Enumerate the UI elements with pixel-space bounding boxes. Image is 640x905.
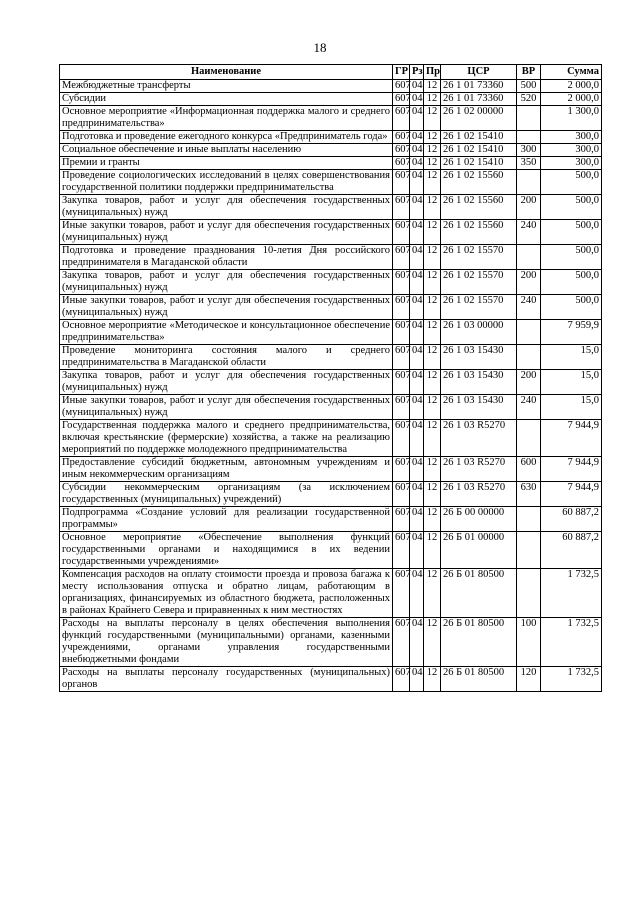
- row-gr: 607: [393, 106, 410, 131]
- row-gr: 607: [393, 170, 410, 195]
- row-vr: 630: [517, 482, 541, 507]
- row-gr: 607: [393, 270, 410, 295]
- row-sum: 60 887,2: [541, 532, 602, 569]
- row-name: Иные закупки товаров, работ и услуг для обеспечения государственных (муниципальных) нужд: [60, 395, 393, 420]
- row-vr: 120: [517, 667, 541, 692]
- row-sum: 15,0: [541, 345, 602, 370]
- table-header-row: [60, 65, 602, 80]
- row-vr: [517, 106, 541, 131]
- row-rz: 04: [410, 245, 424, 270]
- row-gr: 607: [393, 93, 410, 106]
- table-row: [60, 667, 602, 692]
- row-name: Основное мероприятие «Информационная поддержка малого и среднего предпринимательства»: [60, 106, 393, 131]
- row-sum: 300,0: [541, 157, 602, 170]
- row-vr: 200: [517, 270, 541, 295]
- row-pr: 12: [424, 618, 441, 667]
- row-gr: 607: [393, 395, 410, 420]
- table-row: [60, 457, 602, 482]
- table-row: [60, 106, 602, 131]
- row-csr: 26 1 03 00000: [441, 320, 517, 345]
- row-rz: 04: [410, 457, 424, 482]
- row-name: Закупка товаров, работ и услуг для обеспечения государственных (муниципальных) нужд: [60, 270, 393, 295]
- row-name: Подготовка и проведение празднования 10-летия Дня российского предпринимателя в Магаданской области: [60, 245, 393, 270]
- row-pr: 12: [424, 532, 441, 569]
- row-gr: 607: [393, 482, 410, 507]
- row-pr: 12: [424, 345, 441, 370]
- row-csr: 26 1 03 15430: [441, 395, 517, 420]
- row-gr: 607: [393, 532, 410, 569]
- row-gr: 607: [393, 420, 410, 457]
- table-row: [60, 532, 602, 569]
- row-csr: 26 1 03 R5270: [441, 457, 517, 482]
- row-rz: 04: [410, 170, 424, 195]
- row-vr: 520: [517, 93, 541, 106]
- page-number: 18: [313, 40, 327, 55]
- table-row: [60, 320, 602, 345]
- row-sum: 2 000,0: [541, 93, 602, 106]
- row-pr: 12: [424, 667, 441, 692]
- row-sum: 500,0: [541, 270, 602, 295]
- row-sum: 1 732,5: [541, 667, 602, 692]
- row-sum: 300,0: [541, 131, 602, 144]
- row-gr: 607: [393, 667, 410, 692]
- row-pr: 12: [424, 270, 441, 295]
- row-gr: 607: [393, 370, 410, 395]
- row-gr: 607: [393, 618, 410, 667]
- row-vr: 240: [517, 395, 541, 420]
- row-csr: 26 1 02 15410: [441, 157, 517, 170]
- row-csr: 26 1 02 15570: [441, 245, 517, 270]
- table-row: [60, 345, 602, 370]
- row-gr: 607: [393, 195, 410, 220]
- row-sum: 2 000,0: [541, 80, 602, 93]
- table-row: [60, 93, 602, 106]
- row-gr: 607: [393, 80, 410, 93]
- row-name: Закупка товаров, работ и услуг для обеспечения государственных (муниципальных) нужд: [60, 195, 393, 220]
- row-csr: 26 1 02 00000: [441, 106, 517, 131]
- row-rz: 04: [410, 420, 424, 457]
- row-csr: 26 1 02 15570: [441, 270, 517, 295]
- row-pr: 12: [424, 144, 441, 157]
- table-row: [60, 507, 602, 532]
- row-name: Субсидии: [60, 93, 393, 106]
- row-pr: 12: [424, 170, 441, 195]
- row-vr: [517, 131, 541, 144]
- row-name: Предоставление субсидий бюджетным, автономным учреждениям и иным некоммерческим организациям: [60, 457, 393, 482]
- row-gr: 607: [393, 245, 410, 270]
- row-name: Социальное обеспечение и иные выплаты населению: [60, 144, 393, 157]
- row-vr: 200: [517, 195, 541, 220]
- row-csr: 26 1 03 15430: [441, 370, 517, 395]
- row-rz: 04: [410, 532, 424, 569]
- row-vr: [517, 532, 541, 569]
- row-rz: 04: [410, 320, 424, 345]
- row-rz: 04: [410, 131, 424, 144]
- row-csr: 26 Б 01 00000: [441, 532, 517, 569]
- row-sum: 15,0: [541, 395, 602, 420]
- row-sum: 300,0: [541, 144, 602, 157]
- row-name: Расходы на выплаты персоналу государственных (муниципальных) органов: [60, 667, 393, 692]
- row-csr: 26 Б 01 80500: [441, 569, 517, 618]
- row-csr: 26 1 02 15560: [441, 170, 517, 195]
- row-csr: 26 1 02 15410: [441, 131, 517, 144]
- header-sum: Сумма: [541, 65, 602, 80]
- row-csr: 26 1 03 15430: [441, 345, 517, 370]
- row-csr: 26 1 02 15410: [441, 144, 517, 157]
- row-sum: 60 887,2: [541, 507, 602, 532]
- row-name: Государственная поддержка малого и среднего предпринимательства, включая крестьянские (фермерские) хозяйства, а также на реализацию мероприятий по поддержке молодежного предпринимательства: [60, 420, 393, 457]
- table-row: [60, 618, 602, 667]
- row-gr: 607: [393, 295, 410, 320]
- table-row: [60, 395, 602, 420]
- row-name: Закупка товаров, работ и услуг для обеспечения государственных (муниципальных) нужд: [60, 370, 393, 395]
- row-rz: 04: [410, 395, 424, 420]
- row-sum: 7 959,9: [541, 320, 602, 345]
- row-gr: 607: [393, 457, 410, 482]
- row-sum: 7 944,9: [541, 457, 602, 482]
- row-csr: 26 Б 00 00000: [441, 507, 517, 532]
- row-sum: 7 944,9: [541, 482, 602, 507]
- row-pr: 12: [424, 482, 441, 507]
- row-vr: 240: [517, 220, 541, 245]
- row-rz: 04: [410, 569, 424, 618]
- row-rz: 04: [410, 144, 424, 157]
- row-gr: 607: [393, 144, 410, 157]
- row-name: Иные закупки товаров, работ и услуг для обеспечения государственных (муниципальных) нужд: [60, 295, 393, 320]
- row-csr: 26 1 01 73360: [441, 93, 517, 106]
- row-pr: 12: [424, 131, 441, 144]
- row-vr: 350: [517, 157, 541, 170]
- table-row: [60, 144, 602, 157]
- row-vr: 200: [517, 370, 541, 395]
- table-row: [60, 195, 602, 220]
- row-vr: [517, 507, 541, 532]
- table-row: [60, 482, 602, 507]
- row-pr: 12: [424, 93, 441, 106]
- row-name: Межбюджетные трансферты: [60, 80, 393, 93]
- row-rz: 04: [410, 482, 424, 507]
- row-gr: 607: [393, 507, 410, 532]
- row-name: Подпрограмма «Создание условий для реализации государственной программы»: [60, 507, 393, 532]
- table-row: [60, 295, 602, 320]
- table-row: [60, 131, 602, 144]
- row-rz: 04: [410, 667, 424, 692]
- row-sum: 1 732,5: [541, 618, 602, 667]
- row-pr: 12: [424, 245, 441, 270]
- row-rz: 04: [410, 270, 424, 295]
- row-sum: 500,0: [541, 195, 602, 220]
- row-rz: 04: [410, 157, 424, 170]
- row-vr: 500: [517, 80, 541, 93]
- row-sum: 15,0: [541, 370, 602, 395]
- row-rz: 04: [410, 345, 424, 370]
- row-name: Проведение мониторинга состояния малого и среднего предпринимательства в Магаданской области: [60, 345, 393, 370]
- row-vr: [517, 569, 541, 618]
- row-rz: 04: [410, 93, 424, 106]
- row-csr: 26 1 01 73360: [441, 80, 517, 93]
- row-vr: 240: [517, 295, 541, 320]
- row-name: Проведение социологических исследований в целях совершенствования государственной политики поддержки предпринимательства: [60, 170, 393, 195]
- row-gr: 607: [393, 220, 410, 245]
- row-vr: 100: [517, 618, 541, 667]
- table-row: [60, 420, 602, 457]
- row-gr: 607: [393, 345, 410, 370]
- row-vr: 600: [517, 457, 541, 482]
- row-pr: 12: [424, 507, 441, 532]
- row-name: Субсидии некоммерческим организациям (за исключением государственных (муниципальных) учреждений): [60, 482, 393, 507]
- row-vr: 300: [517, 144, 541, 157]
- row-name: Основное мероприятие «Методическое и консультационное обеспечение предпринимательства»: [60, 320, 393, 345]
- table-row: [60, 245, 602, 270]
- row-gr: 607: [393, 157, 410, 170]
- table-row: [60, 80, 602, 93]
- row-pr: 12: [424, 370, 441, 395]
- table-row: [60, 220, 602, 245]
- row-csr: 26 1 02 15560: [441, 220, 517, 245]
- row-sum: 500,0: [541, 245, 602, 270]
- row-name: Премии и гранты: [60, 157, 393, 170]
- row-name: Иные закупки товаров, работ и услуг для обеспечения государственных (муниципальных) нужд: [60, 220, 393, 245]
- row-pr: 12: [424, 457, 441, 482]
- header-name: Наименование: [60, 65, 393, 80]
- row-pr: 12: [424, 320, 441, 345]
- table-row: [60, 157, 602, 170]
- row-name: Основное мероприятие «Обеспечение выполнения функций государственными органами и находящимися в их ведении государственными учреждениями»: [60, 532, 393, 569]
- row-sum: 1 732,5: [541, 569, 602, 618]
- table-row: [60, 370, 602, 395]
- row-sum: 1 300,0: [541, 106, 602, 131]
- row-csr: 26 1 03 R5270: [441, 482, 517, 507]
- row-gr: 607: [393, 320, 410, 345]
- row-vr: [517, 320, 541, 345]
- header-gr: ГР: [393, 65, 410, 80]
- row-pr: 12: [424, 80, 441, 93]
- header-vr: ВР: [517, 65, 541, 80]
- table-row: [60, 569, 602, 618]
- row-csr: 26 Б 01 80500: [441, 667, 517, 692]
- row-pr: 12: [424, 106, 441, 131]
- row-rz: 04: [410, 618, 424, 667]
- row-sum: 500,0: [541, 220, 602, 245]
- row-sum: 500,0: [541, 295, 602, 320]
- header-pr: Пр: [424, 65, 441, 80]
- row-rz: 04: [410, 370, 424, 395]
- table-body: [60, 80, 602, 692]
- row-pr: 12: [424, 569, 441, 618]
- row-pr: 12: [424, 220, 441, 245]
- row-rz: 04: [410, 295, 424, 320]
- table-row: [60, 170, 602, 195]
- row-sum: 500,0: [541, 170, 602, 195]
- row-gr: 607: [393, 131, 410, 144]
- row-vr: [517, 345, 541, 370]
- budget-table: [59, 64, 602, 692]
- row-csr: 26 Б 01 80500: [441, 618, 517, 667]
- row-csr: 26 1 03 R5270: [441, 420, 517, 457]
- row-pr: 12: [424, 420, 441, 457]
- row-rz: 04: [410, 220, 424, 245]
- row-rz: 04: [410, 195, 424, 220]
- row-csr: 26 1 02 15560: [441, 195, 517, 220]
- row-name: Компенсация расходов на оплату стоимости проезда и провоза багажа к месту использования отпуска и обратно лицам, работающим в организациях, финансируемых из областного бюджета, расположенных в районах Крайнего Севера и приравненных к ним местностях: [60, 569, 393, 618]
- header-csr: ЦСР: [441, 65, 517, 80]
- row-sum: 7 944,9: [541, 420, 602, 457]
- row-rz: 04: [410, 80, 424, 93]
- row-pr: 12: [424, 195, 441, 220]
- row-pr: 12: [424, 157, 441, 170]
- row-vr: [517, 420, 541, 457]
- row-pr: 12: [424, 395, 441, 420]
- header-rz: Рз: [410, 65, 424, 80]
- row-name: Подготовка и проведение ежегодного конкурса «Предприниматель года»: [60, 131, 393, 144]
- row-rz: 04: [410, 507, 424, 532]
- table-row: [60, 270, 602, 295]
- row-rz: 04: [410, 106, 424, 131]
- row-csr: 26 1 02 15570: [441, 295, 517, 320]
- row-vr: [517, 245, 541, 270]
- row-gr: 607: [393, 569, 410, 618]
- row-pr: 12: [424, 295, 441, 320]
- row-vr: [517, 170, 541, 195]
- row-name: Расходы на выплаты персоналу в целях обеспечения выполнения функций государственными (муниципальными) органами, казенными учреждениями, органами управления государственными внебюджетными фондами: [60, 618, 393, 667]
